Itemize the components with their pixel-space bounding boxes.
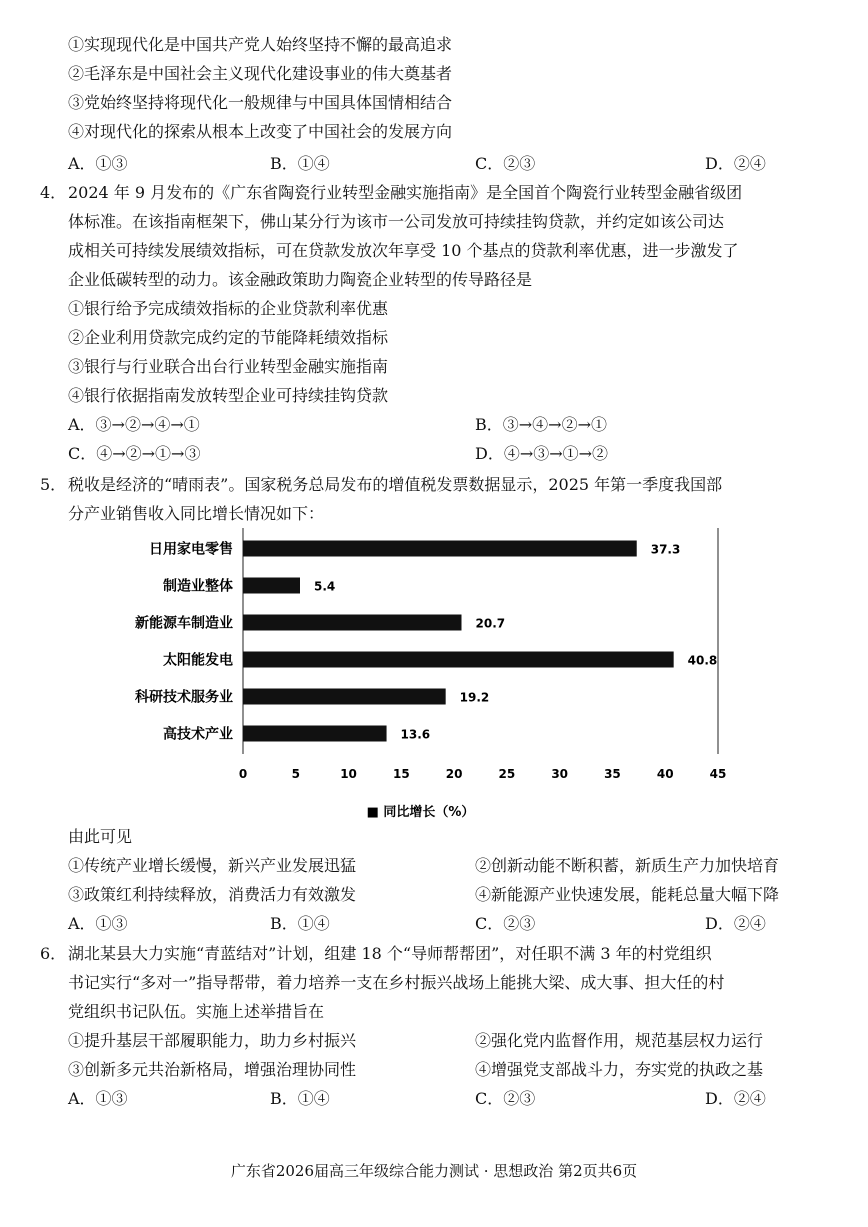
q6-stem-2: 书记实行“多对一”指导帮带，着力培养一支在乡村振兴战场上能挑大梁、成大事、担大任的村	[68, 973, 725, 992]
q4-answer-d[interactable]: D．④→③→①→②	[475, 444, 609, 463]
x-tick-label: 45	[709, 767, 727, 781]
q5-option-1: ①传统产业增长缓慢，新兴产业发展迅猛	[68, 856, 357, 875]
bar	[243, 578, 300, 594]
q4-answer-a[interactable]: A．③→②→④→①	[68, 415, 200, 434]
x-tick-label: 10	[340, 767, 357, 781]
q6-option-3: ③创新多元共治新格局，增强治理协同性	[68, 1060, 357, 1079]
q6-answer-a[interactable]: A．①③	[68, 1089, 128, 1108]
q4-option-1: ①银行给予完成绩效指标的企业贷款利率优惠	[68, 299, 389, 318]
q3-option-1: ①实现现代化是中国共产党人始终坚持不懈的最高追求	[68, 35, 453, 54]
x-tick-label: 5	[291, 767, 300, 781]
category-label: 制造业整体	[163, 578, 233, 595]
value-label: 20.7	[475, 616, 506, 631]
value-label: 40.8	[687, 653, 718, 668]
q3-option-4: ④对现代化的探索从根本上改变了中国社会的发展方向	[68, 122, 453, 141]
category-label: 科研技术服务业	[135, 689, 233, 706]
x-tick-label: 30	[551, 767, 569, 781]
q3-answer-c[interactable]: C．②③	[475, 154, 536, 173]
value-label: 5.4	[314, 579, 336, 594]
x-tick-label: 35	[604, 767, 621, 781]
q5-answer-b[interactable]: B．①④	[270, 914, 330, 933]
bar	[243, 541, 637, 557]
page-footer: 广东省2026届高三年级综合能力测试 · 思想政治 第2页共6页	[230, 1162, 638, 1180]
q4-stem-3: 成相关可持续发展绩效指标，可在贷款发放次年享受 10 个基点的贷款利率优惠，进一步激发了	[68, 241, 739, 260]
category-label: 日用家电零售	[149, 541, 233, 558]
q6-option-1: ①提升基层干部履职能力，助力乡村振兴	[68, 1031, 357, 1050]
q5-number: 5．	[40, 475, 67, 494]
q5-option-3: ③政策红利持续释放，消费活力有效激发	[68, 885, 357, 904]
q6-stem-3: 党组织书记队伍。实施上述举措旨在	[68, 1002, 325, 1021]
bar	[243, 615, 462, 631]
q6-answer-d[interactable]: D．②④	[705, 1089, 766, 1108]
q6-answer-c[interactable]: C．②③	[475, 1089, 536, 1108]
q5-answer-c[interactable]: C．②③	[475, 914, 536, 933]
q4-stem-4: 企业低碳转型的动力。该金融政策助力陶瓷企业转型的传导路径是	[68, 270, 533, 289]
q4-option-4: ④银行依据指南发放转型企业可持续挂钩贷款	[68, 386, 389, 405]
q3-answer-b[interactable]: B．①④	[270, 154, 330, 173]
x-tick-label: 40	[656, 767, 674, 781]
bar	[243, 652, 674, 668]
growth-bar-chart	[100, 520, 780, 820]
category-label: 新能源车制造业	[135, 615, 233, 632]
q4-answer-c[interactable]: C．④→②→①→③	[68, 444, 201, 463]
x-tick-label: 15	[392, 767, 410, 781]
bar	[243, 689, 446, 705]
q4-stem-1: 2024 年 9 月发布的《广东省陶瓷行业转型金融实施指南》是全国首个陶瓷行业转型金融省级团	[68, 183, 743, 202]
q5-stem-1: 税收是经济的“晴雨表”。国家税务总局发布的增值税发票数据显示，2025 年第一季度我国部	[68, 475, 723, 494]
q5-option-2: ②创新动能不断积蓄，新质生产力加快培育	[475, 856, 780, 875]
x-tick-label: 25	[498, 767, 516, 781]
q4-number: 4．	[40, 183, 67, 202]
category-label: 太阳能发电	[163, 652, 233, 669]
bar-chart-svg	[100, 520, 780, 820]
q4-answer-b[interactable]: B．③→④→②→①	[475, 415, 607, 434]
q3-option-2: ②毛泽东是中国社会主义现代化建设事业的伟大奠基者	[68, 64, 453, 83]
bar	[243, 726, 387, 742]
q4-stem-2: 体标准。在该指南框架下，佛山某分行为该市一公司发放可持续挂钩贷款，并约定如该公司达	[68, 212, 725, 231]
q6-option-4: ④增强党支部战斗力，夯实党的执政之基	[475, 1060, 764, 1079]
q5-option-4: ④新能源产业快速发展，能耗总量大幅下降	[475, 885, 780, 904]
q5-answer-d[interactable]: D．②④	[705, 914, 766, 933]
q5-answer-a[interactable]: A．①③	[68, 914, 128, 933]
q4-option-3: ③银行与行业联合出台行业转型金融实施指南	[68, 357, 389, 376]
chart-legend: ■ 同比增长（%）	[366, 805, 475, 820]
q3-option-3: ③党始终坚持将现代化一般规律与中国具体国情相结合	[68, 93, 453, 112]
x-tick-label: 20	[445, 767, 463, 781]
q3-answer-d[interactable]: D．②④	[705, 154, 766, 173]
q6-option-2: ②强化党内监督作用，规范基层权力运行	[475, 1031, 764, 1050]
value-label: 13.6	[400, 727, 431, 742]
x-tick-label: 0	[238, 767, 248, 781]
q6-answer-b[interactable]: B．①④	[270, 1089, 330, 1108]
q5-stem-2: 分产业销售收入同比增长情况如下：	[68, 504, 325, 523]
q3-answer-a[interactable]: A．①③	[68, 154, 128, 173]
category-label: 高技术产业	[163, 726, 233, 743]
q5-lead: 由此可见	[68, 827, 133, 846]
q6-stem-1: 湖北某县大力实施“青蓝结对”计划，组建 18 个“导师帮帮团”，对任职不满 3 年的村党组织	[68, 944, 712, 963]
value-label: 19.2	[459, 690, 490, 705]
q6-number: 6．	[40, 944, 67, 963]
q4-option-2: ②企业利用贷款完成约定的节能降耗绩效指标	[68, 328, 389, 347]
value-label: 37.3	[650, 542, 681, 557]
